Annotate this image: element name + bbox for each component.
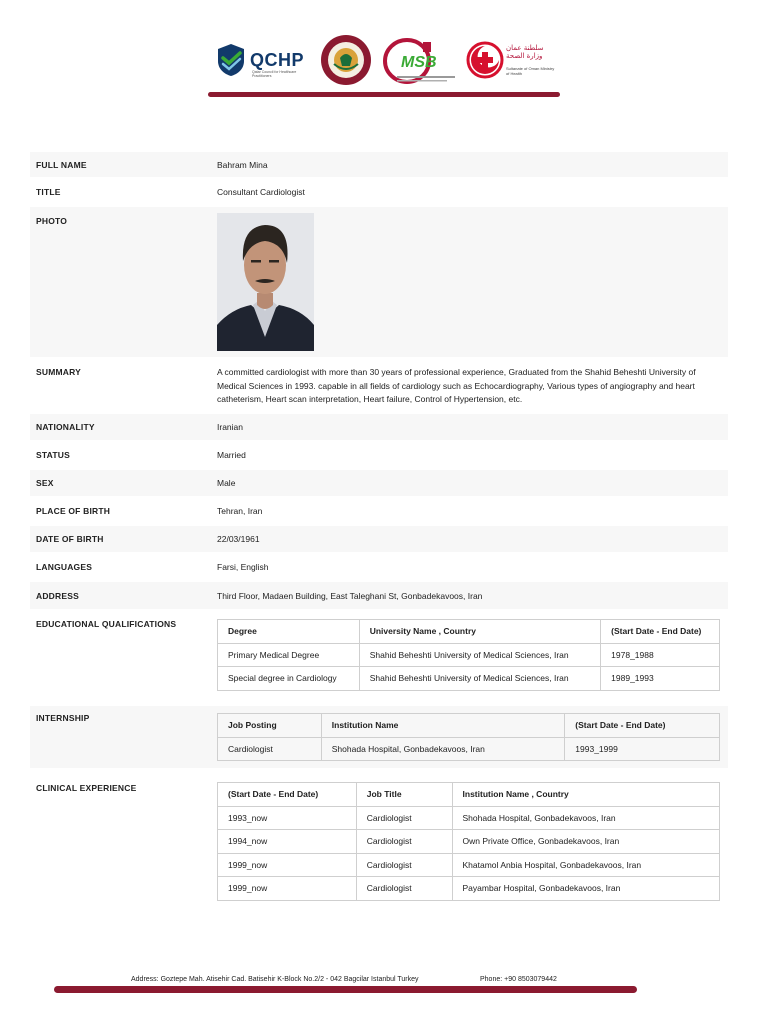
table-cell: 1989_1993 xyxy=(601,667,720,691)
row-date-of-birth xyxy=(30,526,728,552)
row-status xyxy=(30,442,728,468)
table-cell: Cardiologist xyxy=(356,806,452,830)
row-languages xyxy=(30,554,728,580)
full-name-value: Bahram Mina xyxy=(217,160,268,170)
internship-label: INTERNSHIP xyxy=(36,713,90,723)
table-header-cell: Job Title xyxy=(356,783,452,807)
clinical-experience-table xyxy=(217,782,720,901)
table-row xyxy=(218,830,720,854)
table-header-cell: Job Posting xyxy=(218,714,322,738)
table-cell: Own Private Office, Gonbadekavoos, Iran xyxy=(452,830,719,854)
date-of-birth-value: 22/03/1961 xyxy=(217,534,260,544)
full-name-label: FULL NAME xyxy=(36,160,87,170)
address-value: Third Floor, Madaen Building, East Taleghani St, Gonbadekavoos, Iran xyxy=(217,591,483,601)
table-row xyxy=(218,877,720,901)
table-row xyxy=(218,853,720,877)
table-cell: Special degree in Cardiology xyxy=(218,667,360,691)
footer-address: Address: Goztepe Mah. Atisehir Cad. Batisehir K-Block No.2/2 - 042 Bagcilar Istanbul Turkey xyxy=(131,976,419,983)
title-value: Consultant Cardiologist xyxy=(217,187,305,197)
qchp-logo-text: QCHP xyxy=(250,49,305,70)
date-of-birth-label: DATE OF BIRTH xyxy=(36,534,104,544)
table-cell: 1994_now xyxy=(218,830,357,854)
table-header-cell: (Start Date - End Date) xyxy=(601,620,720,644)
msb-emblem-icon xyxy=(383,34,463,86)
row-address xyxy=(30,582,728,609)
internship-table xyxy=(217,713,720,761)
table-cell: Cardiologist xyxy=(356,830,452,854)
oman-moh-english-text: Sultanate of Oman Ministry of Health xyxy=(506,66,555,76)
ministry-public-health-logo xyxy=(320,32,374,88)
qchp-shield-icon xyxy=(216,43,246,77)
education-table xyxy=(217,619,720,691)
footer-divider xyxy=(54,986,637,993)
table-cell: Cardiologist xyxy=(218,737,322,761)
table-header-row xyxy=(218,620,720,644)
nationality-label: NATIONALITY xyxy=(36,422,95,432)
msb-logo xyxy=(383,32,463,88)
table-cell: Cardiologist xyxy=(356,877,452,901)
sex-value: Male xyxy=(217,478,236,488)
table-row xyxy=(218,667,720,691)
table-header-cell: (Start Date - End Date) xyxy=(565,714,720,738)
row-sex xyxy=(30,470,728,496)
row-title xyxy=(30,180,728,205)
table-cell: Payambar Hospital, Gonbadekavoos, Iran xyxy=(452,877,719,901)
table-cell: Primary Medical Degree xyxy=(218,643,360,667)
profile-photo xyxy=(217,213,314,351)
sex-label: SEX xyxy=(36,478,54,488)
languages-label: LANGUAGES xyxy=(36,562,93,572)
header-divider xyxy=(208,92,560,97)
education-label: EDUCATIONAL QUALIFICATIONS xyxy=(36,619,177,629)
footer-phone: Phone: +90 8503079442 xyxy=(480,976,557,983)
row-full-name xyxy=(30,152,728,177)
oman-moh-crescent-icon xyxy=(466,40,504,80)
table-header-cell: Institution Name , Country xyxy=(452,783,719,807)
table-header-cell: Degree xyxy=(218,620,360,644)
summary-text: A committed cardiologist with more than 30 years of professional experience, Graduated from the Shahid Beheshti University of Medical Sciences in 1993. capable in all fields of cardiology such as Echocardiography, Various types of angiography and heart catheterism, Heart scan interpretation, Heart failure, Control of Hypertension, etc. xyxy=(217,367,696,404)
table-cell: 1978_1988 xyxy=(601,643,720,667)
table-row xyxy=(218,806,720,830)
oman-moh-logo xyxy=(466,32,556,88)
address-label: ADDRESS xyxy=(36,591,79,601)
table-row xyxy=(218,643,720,667)
languages-value: Farsi, English xyxy=(217,562,269,572)
table-row xyxy=(218,737,720,761)
table-cell: Khatamol Anbia Hospital, Gonbadekavoos, Iran xyxy=(452,853,719,877)
summary-label: SUMMARY xyxy=(36,367,81,377)
header-logos xyxy=(0,32,768,92)
table-cell: Shahid Beheshti University of Medical Sciences, Iran xyxy=(359,667,600,691)
qchp-logo xyxy=(216,32,312,88)
table-header-cell: (Start Date - End Date) xyxy=(218,783,357,807)
status-label: STATUS xyxy=(36,450,70,460)
oman-moh-arabic-text: سلطنة عمان وزارة الصحة xyxy=(506,44,544,60)
table-cell: Shahid Beheshti University of Medical Sciences, Iran xyxy=(359,643,600,667)
table-cell: 1999_now xyxy=(218,853,357,877)
portrait-image xyxy=(217,213,314,351)
table-header-row xyxy=(218,783,720,807)
table-header-row xyxy=(218,714,720,738)
row-nationality xyxy=(30,414,728,440)
table-cell: Cardiologist xyxy=(356,853,452,877)
status-value: Married xyxy=(217,450,246,460)
place-of-birth-label: PLACE OF BIRTH xyxy=(36,506,111,516)
clinical-experience-label: CLINICAL EXPERIENCE xyxy=(36,783,137,793)
place-of-birth-value: Tehran, Iran xyxy=(217,506,263,516)
table-cell: 1993_now xyxy=(218,806,357,830)
msb-logo-text: MSB xyxy=(401,54,437,71)
photo-label: PHOTO xyxy=(36,216,68,226)
table-cell: Shohada Hospital, Gonbadekavoos, Iran xyxy=(321,737,565,761)
qchp-logo-subtitle: Qatar Council for Healthcare Practitioners xyxy=(252,70,297,78)
table-cell: 1993_1999 xyxy=(565,737,720,761)
row-photo xyxy=(30,207,728,357)
qatar-seal-icon xyxy=(320,34,372,86)
table-cell: Shohada Hospital, Gonbadekavoos, Iran xyxy=(452,806,719,830)
title-label: TITLE xyxy=(36,187,61,197)
table-cell: 1999_now xyxy=(218,877,357,901)
nationality-value: Iranian xyxy=(217,422,243,432)
row-place-of-birth xyxy=(30,498,728,524)
table-header-cell: Institution Name xyxy=(321,714,565,738)
table-header-cell: University Name , Country xyxy=(359,620,600,644)
